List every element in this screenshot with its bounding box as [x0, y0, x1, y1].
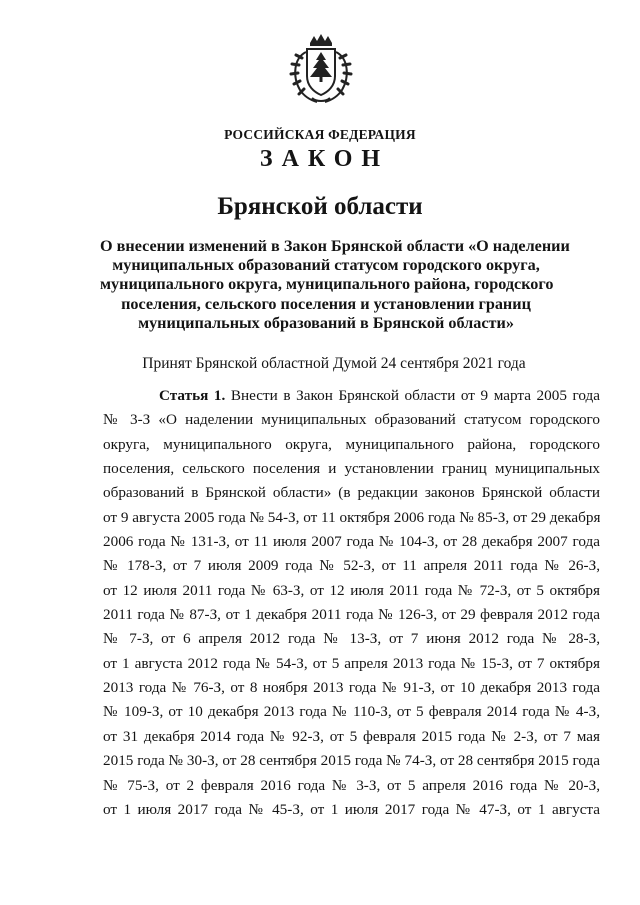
law-title-line: О внесении изменений в Закон Брянской области «О наделении	[100, 237, 570, 255]
article-line: округа, муниципального округа, муниципального района, городского	[103, 435, 600, 453]
article-line: № 75-З, от 2 февраля 2016 года № 3-З, от 5 апреля 2016 года № 20-З,	[103, 776, 600, 794]
article-1-body	[103, 384, 600, 822]
article-line: 2011 года № 87-З, от 1 декабря 2011 года № 126-З, от 29 февраля 2012 года	[103, 606, 600, 624]
article-line-text: Внести в Закон Брянской области от 9 марта 2005 года	[230, 387, 600, 404]
article-line: № 178-З, от 7 июля 2009 года № 52-З, от 11 апреля 2011 года № 26-З,	[103, 557, 600, 575]
article-line: образований в Брянской области» (в редакции законов Брянской области	[103, 484, 600, 502]
region-heading: Брянской области	[217, 193, 423, 220]
law-title	[100, 237, 570, 333]
law-title-line: муниципальных образований статусом городского округа,	[112, 256, 540, 275]
article-line: поселения, сельского поселения и установлении границ муниципальных	[103, 460, 600, 478]
article-line	[103, 384, 600, 408]
article-line: от 12 июля 2011 года № 63-З, от 12 июля 2011 года № 72-З, от 5 октября	[103, 581, 600, 599]
country-heading: РОССИЙСКАЯ ФЕДЕРАЦИЯ	[224, 127, 416, 142]
document-type-heading: ЗАКОН	[259, 146, 390, 172]
article-line: 2006 года № 131-З, от 11 июля 2007 года № 104-З, от 28 декабря 2007 года	[103, 533, 600, 551]
law-title-line: муниципальных образований в Брянской области»	[138, 313, 514, 332]
coat-of-arms-icon	[286, 32, 356, 106]
article-line: 2013 года № 76-З, от 8 ноября 2013 года № 91-З, от 10 декабря 2013 года	[103, 679, 600, 697]
adoption-note: Принят Брянской областной Думой 24 сентября 2021 года	[142, 355, 526, 372]
article-line: от 1 июля 2017 года № 45-З, от 1 июля 2017 года № 47-З, от 1 августа	[103, 800, 600, 818]
article-line: от 31 декабря 2014 года № 92-З, от 5 февраля 2015 года № 2-З, от 7 мая	[103, 727, 600, 745]
article-line: № 7-З, от 6 апреля 2012 года № 13-З, от 7 июня 2012 года № 28-З,	[103, 630, 600, 648]
article-line: № 3-З «О наделении муниципальных образований статусом городского	[103, 411, 600, 429]
article-line: от 9 августа 2005 года № 54-З, от 11 октября 2006 года № 85-З, от 29 декабря	[103, 508, 600, 526]
article-line: 2015 года № 30-З, от 28 сентября 2015 года № 74-З, от 28 сентября 2015 года	[103, 752, 600, 770]
article-label: Статья 1.	[159, 387, 226, 404]
law-title-line: поселения, сельского поселения и установлении границ	[121, 294, 531, 313]
law-title-line: муниципального округа, муниципального района, городского	[100, 275, 554, 294]
article-line: от 1 августа 2012 года № 54-З, от 5 апреля 2013 года № 15-З, от 7 октября	[103, 654, 600, 672]
article-line: № 109-З, от 10 декабря 2013 года № 110-З, от 5 февраля 2014 года № 4-З,	[103, 703, 600, 721]
